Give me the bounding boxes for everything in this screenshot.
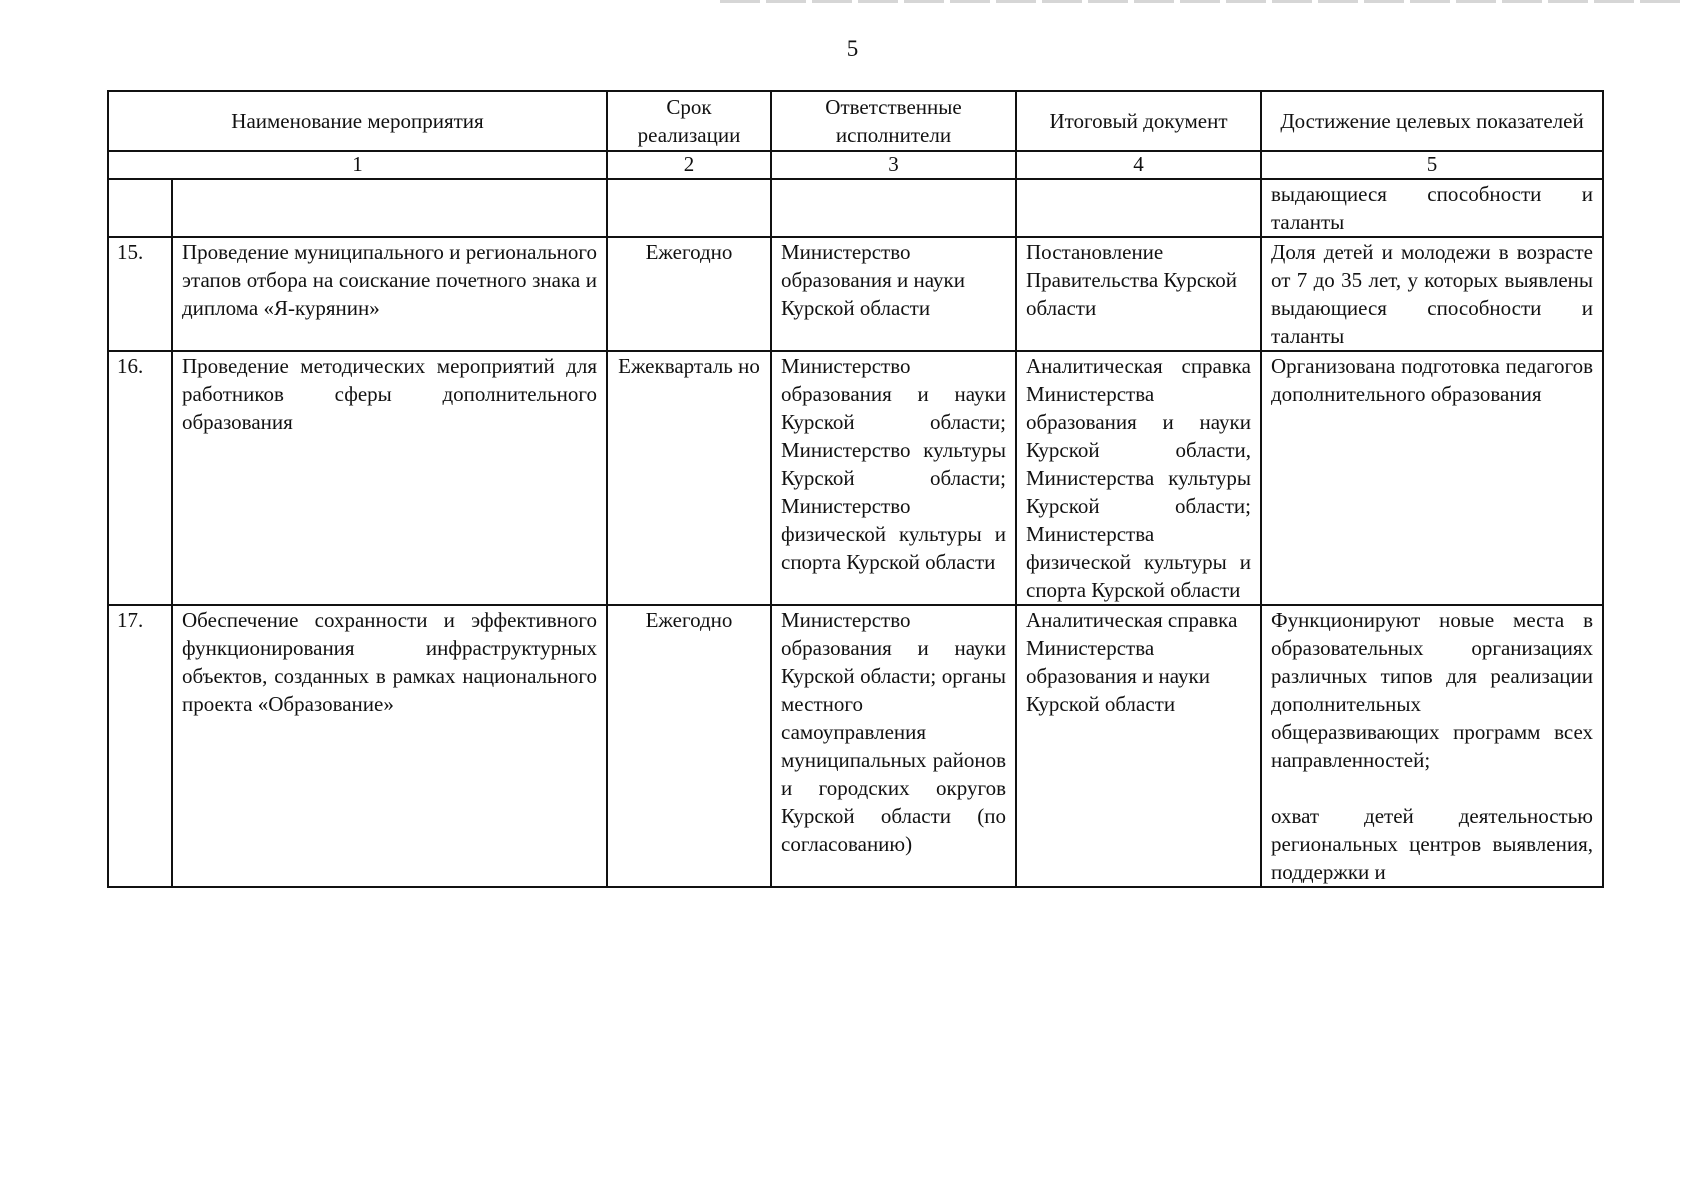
scan-edge-mark (720, 0, 1680, 3)
table-row (108, 351, 1603, 605)
column-number: 1 (108, 151, 607, 179)
cell-term: Ежегодно (607, 605, 771, 887)
cell-document (1016, 179, 1261, 237)
cell-num: 15. (108, 237, 172, 351)
column-number-row (108, 151, 1603, 179)
column-number: 4 (1016, 151, 1261, 179)
table-row-continuation (108, 179, 1603, 237)
column-number: 2 (607, 151, 771, 179)
header-executors: Ответственные исполнители (771, 91, 1016, 151)
table-row (108, 237, 1603, 351)
header-event-name: Наименование мероприятия (108, 91, 607, 151)
cell-indicators: Доля детей и молодежи в возрасте от 7 до 35 лет, у которых выявлены выдающиеся способности и таланты (1261, 237, 1603, 351)
cell-executors: Министерство образования и науки Курской области (771, 237, 1016, 351)
cell-indicators (1261, 605, 1603, 887)
header-indicators: Достижение целевых показателей (1261, 91, 1603, 151)
cell-event: Проведение методических мероприятий для работников сферы дополнительного образования (172, 351, 607, 605)
cell-indicators: Организована подготовка педагогов дополнительного образования (1261, 351, 1603, 605)
cell-executors: Министерство образования и науки Курской области; органы местного самоуправления муниципальных районов и городских округов Курской области (по согласованию) (771, 605, 1016, 887)
cell-num: 17. (108, 605, 172, 887)
cell-document: Аналитическая справка Министерства образования и науки Курской области (1016, 605, 1261, 887)
cell-event: Проведение муниципального и регионального этапов отбора на соискание почетного знака и диплома «Я-курянин» (172, 237, 607, 351)
indicator-text: Функционируют новые места в образовательных организациях различных типов для реализации дополнительных общеразвивающих программ всех направленностей; (1271, 608, 1593, 772)
cell-term (607, 179, 771, 237)
header-term: Срок реализации (607, 91, 771, 151)
cell-event (172, 179, 607, 237)
cell-document: Постановление Правительства Курской области (1016, 237, 1261, 351)
events-table (107, 90, 1604, 888)
cell-executors: Министерство образования и науки Курской области; Министерство культуры Курской области; Министерство физической культуры и спорта Курской области (771, 351, 1016, 605)
cell-num (108, 179, 172, 237)
indicator-text: охват детей деятельностью региональных центров выявления, поддержки и (1271, 804, 1593, 884)
cell-indicators: выдающиеся способности и таланты (1261, 179, 1603, 237)
column-number: 3 (771, 151, 1016, 179)
page-number: 5 (846, 36, 859, 61)
cell-term: Ежегодно (607, 237, 771, 351)
column-number: 5 (1261, 151, 1603, 179)
cell-term: Ежекварталь но (607, 351, 771, 605)
cell-event: Обеспечение сохранности и эффективного функционирования инфраструктурных объектов, созданных в рамках национального проекта «Образование» (172, 605, 607, 887)
cell-executors (771, 179, 1016, 237)
header-document: Итоговый документ (1016, 91, 1261, 151)
table-header-row (108, 91, 1603, 151)
cell-document: Аналитическая справка Министерства образования и науки Курской области, Министерства культуры Курской области; Министерства физической культуры и спорта Курской области (1016, 351, 1261, 605)
cell-num: 16. (108, 351, 172, 605)
table-row (108, 605, 1603, 887)
